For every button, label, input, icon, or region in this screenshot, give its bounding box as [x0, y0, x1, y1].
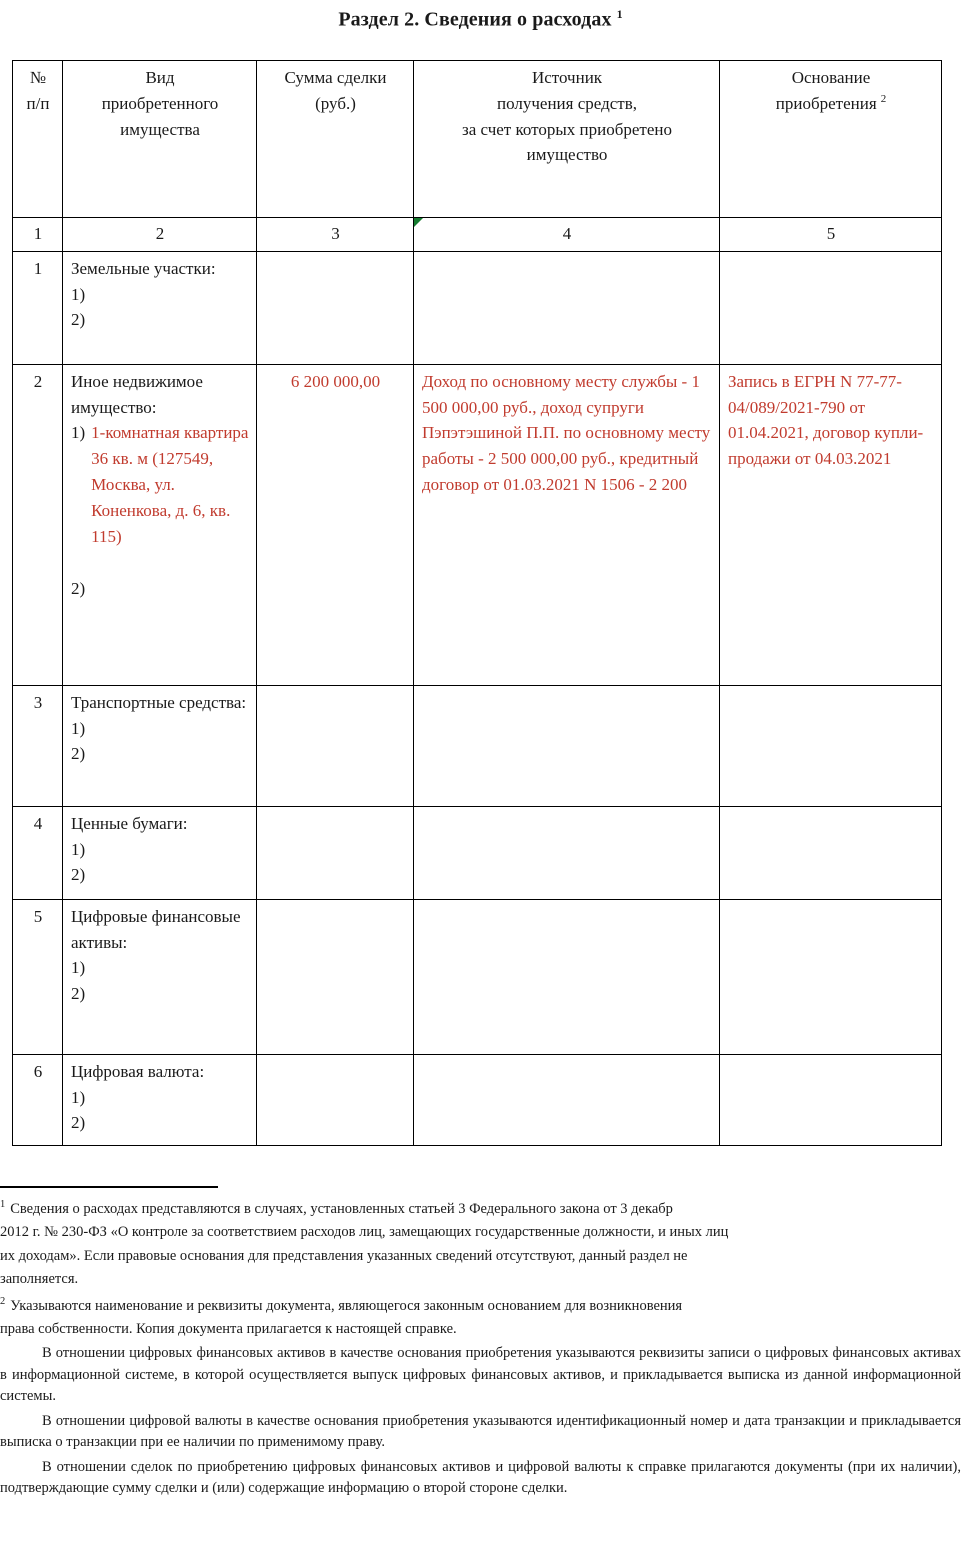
property-item-2 [71, 862, 249, 888]
item-marker-1: 1) [71, 1087, 86, 1107]
property-item-1 [71, 420, 249, 549]
column-header-acquisition-basis: Основание приобретения $^2$ [720, 61, 942, 218]
row-index: 6 [13, 1054, 63, 1145]
row-acquisition-basis [720, 685, 942, 806]
table-header-row [13, 61, 942, 218]
row-index: 3 [13, 685, 63, 806]
item-marker-2: 2) [71, 865, 86, 885]
row-transaction-sum [257, 251, 414, 364]
comment-flag-icon [414, 218, 423, 227]
property-item-2 [71, 1110, 249, 1136]
footnote-1-marker: 1 [0, 1199, 6, 1210]
item-marker-2: 2) [71, 578, 86, 598]
footnotes-section [0, 1186, 961, 1503]
property-kind-label: Транспортные средства: [71, 692, 247, 712]
row-acquisition-basis [720, 251, 942, 364]
table-row [13, 685, 942, 806]
property-item-2 [71, 307, 249, 333]
row-acquisition-basis [720, 1054, 942, 1145]
footnote-2 [0, 1294, 961, 1341]
property-item-1 [71, 1085, 249, 1111]
property-kind-label: Цифровая валюта: [71, 1061, 205, 1081]
item-marker-2: 2) [71, 744, 86, 764]
column-header-transaction-sum: Сумма сделки (руб.) [257, 61, 414, 218]
item-value-1: 1-комнатная квартира 36 кв. м (127549, Москва, ул. Коненкова, д. 6, кв. 115) [91, 423, 249, 546]
property-item-2 [71, 576, 249, 602]
row-acquisition-basis [720, 899, 942, 1054]
row-property-kind [63, 1054, 257, 1145]
item-marker-1: 1) [71, 423, 86, 443]
property-kind-label: Земельные участки: [71, 258, 216, 278]
table-row [13, 806, 942, 899]
footnote-1-line-4: заполняется. [0, 1271, 79, 1288]
page-title-text: Раздел 2. Сведения о расходах [338, 8, 612, 31]
row-transaction-sum: 6 200 000,00 [257, 364, 414, 685]
footnote-1 [0, 1197, 961, 1291]
column-number-5: 5 [720, 218, 942, 252]
item-marker-1: 1) [71, 958, 86, 978]
row-property-kind [63, 685, 257, 806]
property-item-2 [71, 741, 249, 767]
item-marker-1: 1) [71, 284, 86, 304]
property-item-1 [71, 282, 249, 308]
column-number-4: 4 [414, 218, 720, 252]
footnote-2-marker: 2 [0, 1295, 6, 1307]
item-marker-2: 2) [71, 984, 86, 1004]
page-title [0, 7, 961, 32]
property-item-1 [71, 955, 249, 981]
page-title-footnote-marker: 1 [616, 7, 623, 21]
footnote-1-line-1: Сведения о расходах представляются в случаях, установленных статьей 3 Федерального закона от 3 декабр [10, 1200, 673, 1217]
item-marker-2: 2) [71, 1113, 86, 1133]
property-item-1 [71, 837, 249, 863]
property-kind-label: Цифровые финансовые активы: [71, 906, 241, 952]
property-kind-label: Иное недвижимое имущество: [71, 371, 203, 417]
item-marker-1: 1) [71, 718, 86, 738]
row-funds-source: Доход по основному месту службы - 1 500 000,00 руб., доход супруги Пэпэтэшиной П.П. по основному месту работы - 2 500 000,00 руб., кредитный договор от 01.03.2021 N 1506 - 2 200 [414, 364, 720, 685]
footnote-separator-rule [0, 1186, 218, 1188]
column-number-1: 1 [13, 218, 63, 252]
column-number-3: 3 [257, 218, 414, 252]
row-acquisition-basis: Запись в ЕГРН N 77-77-04/089/2021-790 от 01.04.2021, договор купли-продажи от 04.03.2021 [720, 364, 942, 685]
table-row [13, 251, 942, 364]
property-kind-label: Ценные бумаги: [71, 813, 188, 833]
row-index: 1 [13, 251, 63, 364]
row-transaction-sum [257, 1054, 414, 1145]
column-header-number: № п/п [13, 61, 63, 218]
row-transaction-sum [257, 685, 414, 806]
row-funds-source [414, 899, 720, 1054]
footnote-2-line-2: права собственности. Копия документа прилагается к настоящей справке. [0, 1320, 457, 1337]
table-row [13, 364, 942, 685]
footnote-1-line-2: 2012 г. № 230-ФЗ «О контроле за соответствием расходов лиц, замещающих государственные должности, и иных лиц [0, 1224, 729, 1241]
row-transaction-sum [257, 806, 414, 899]
row-acquisition-basis [720, 806, 942, 899]
row-property-kind [63, 364, 257, 685]
row-index: 2 [13, 364, 63, 685]
item-marker-1: 1) [71, 839, 86, 859]
acquisition-basis-footnote-marker: 2 [880, 93, 887, 106]
table-row [13, 1054, 942, 1145]
row-index: 5 [13, 899, 63, 1054]
footnote-2-line-1: Указываются наименование и реквизиты документа, являющегося законным основанием для возникновения [10, 1297, 683, 1314]
footnote-paragraph-dfa: В отношении цифровых финансовых активов в качестве основания приобретения указываются реквизиты записи о цифровых финансовых активах в информационной системе, в которой осуществляется выпуск цифровых финансовых активов, и прикладывается выписка из данной информационной системы. [0, 1345, 961, 1405]
row-property-kind [63, 806, 257, 899]
row-funds-source [414, 251, 720, 364]
column-number-row [13, 218, 942, 252]
row-index: 4 [13, 806, 63, 899]
column-header-property-kind: Вид приобретенного имущества [63, 61, 257, 218]
footnote-paragraph-transactions: В отношении сделок по приобретению цифровых финансовых активов и цифровой валюты к справке прилагаются документы (при их наличии), подтверждающие сумму сделки и (или) содержащие информацию о второй стороне сделки. [0, 1458, 961, 1497]
column-header-funds-source: Источник получения средств, за счет которых приобретено имущество [414, 61, 720, 218]
table-row [13, 899, 942, 1054]
row-transaction-sum [257, 899, 414, 1054]
row-property-kind [63, 899, 257, 1054]
row-property-kind [63, 251, 257, 364]
expenses-table [12, 60, 942, 1146]
column-number-2: 2 [63, 218, 257, 252]
footnote-1-line-3: их доходам». Если правовые основания для представления указанных сведений отсутствуют, данный раздел не [0, 1247, 688, 1264]
row-funds-source [414, 685, 720, 806]
property-item-1 [71, 716, 249, 742]
row-funds-source [414, 1054, 720, 1145]
property-item-2 [71, 981, 249, 1007]
row-funds-source [414, 806, 720, 899]
footnote-paragraph-currency: В отношении цифровой валюты в качестве основания приобретения указываются идентификационный номер и дата транзакции и прикладывается выписка о транзакции при ее наличии по применимому праву. [0, 1412, 961, 1451]
item-marker-2: 2) [71, 310, 86, 330]
